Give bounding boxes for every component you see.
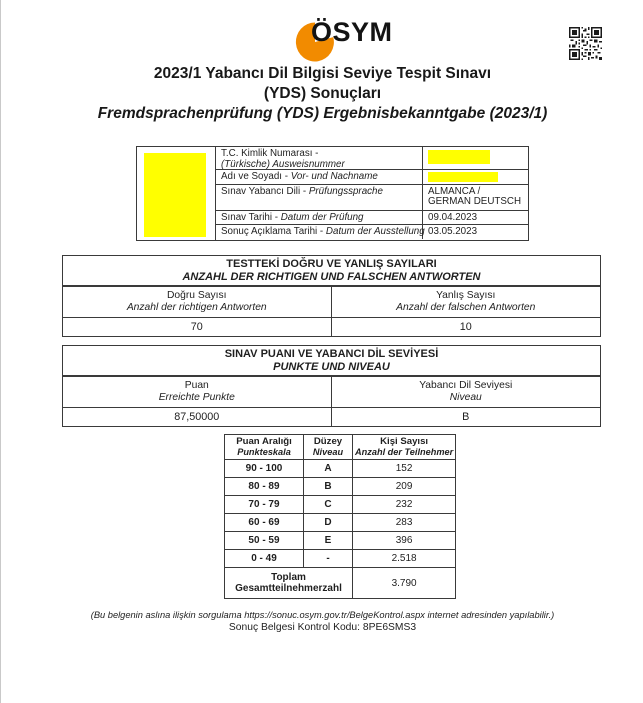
row-sinav-tarihi bbox=[216, 211, 528, 226]
distribution-row: 70 - 79 C 232 bbox=[225, 496, 456, 514]
column-headers bbox=[63, 377, 600, 408]
distribution-total-row bbox=[225, 568, 456, 599]
wrong-count-header: Yanlış Sayısı Anzahl der falschen Antworten bbox=[396, 290, 536, 313]
distribution-row: 90 - 100 A 152 bbox=[225, 460, 456, 478]
distribution-row: 0 - 49 - 2.518 bbox=[225, 550, 456, 568]
row-adi-soyadi bbox=[216, 170, 528, 185]
count-header: Kişi Sayısı Anzahl der Teilnehmer bbox=[353, 435, 456, 460]
total-value: 3.790 bbox=[353, 568, 456, 599]
osym-logo-text: ÖSYM bbox=[311, 17, 393, 47]
distribution-row: 60 - 69 D 283 bbox=[225, 514, 456, 532]
level-value: B bbox=[462, 411, 470, 423]
distribution-header-row bbox=[225, 435, 456, 460]
level-header: Düzey Niveau bbox=[304, 435, 353, 460]
values-row bbox=[63, 408, 600, 426]
row-value bbox=[423, 147, 528, 169]
distribution-row: 50 - 59 E 396 bbox=[225, 532, 456, 550]
title-line-tr-1: 2023/1 Yabancı Dil Bilgisi Seviye Tespit Sınavı bbox=[153, 65, 492, 82]
row-value: 09.04.2023 bbox=[428, 211, 478, 223]
control-code: Sonuç Belgesi Kontrol Kodu: 8PE6SMS3 bbox=[228, 622, 417, 633]
score-level-table bbox=[62, 345, 601, 427]
values-row bbox=[63, 318, 600, 336]
row-label: T.C. Kimlik Numarası - (Türkische) Ausweisnummer bbox=[216, 147, 423, 169]
correct-count-header: Doğru Sayısı Anzahl der richtigen Antworten bbox=[63, 287, 332, 317]
row-tc-kimlik bbox=[216, 147, 528, 170]
personal-rows bbox=[216, 147, 528, 240]
qr-code-icon bbox=[569, 27, 602, 60]
row-label: Sınav Yabancı Dili - Prüfungssprache bbox=[216, 185, 423, 210]
distribution-row: 80 - 89 B 209 bbox=[225, 478, 456, 496]
photo-redaction-box bbox=[144, 153, 206, 237]
row-label: Sonuç Açıklama Tarihi - Datum der Ausstellung bbox=[216, 225, 423, 239]
section-header: TESTTEKİ DOĞRU VE YANLIŞ SAYILARI ANZAHL DER RICHTIGEN UND FALSCHEN ANTWORTEN bbox=[63, 256, 600, 287]
answers-count-table bbox=[62, 255, 601, 337]
row-sonuc-tarihi bbox=[216, 225, 528, 239]
row-value: ALMANCA / GERMAN DEUTSCH bbox=[428, 185, 522, 208]
title-line-tr-2: (YDS) Sonuçları bbox=[263, 85, 382, 102]
row-sinav-dili bbox=[216, 185, 528, 211]
row-value: 03.05.2023 bbox=[428, 226, 478, 237]
section-header: SINAV PUANI VE YABANCI DİL SEVİYESİ PUNKTE UND NIVEAU bbox=[63, 346, 600, 377]
score-header: Puan Erreichte Punkte bbox=[63, 377, 332, 407]
row-label: Sınav Tarihi - Datum der Prüfung bbox=[216, 211, 423, 225]
column-headers bbox=[63, 287, 600, 318]
footer bbox=[1, 609, 643, 634]
value-redaction-box bbox=[428, 150, 490, 164]
osym-logo bbox=[295, 19, 405, 63]
score-value: 87,50000 bbox=[63, 408, 332, 426]
total-label: Toplam Gesamtteilnehmerzahl bbox=[225, 568, 353, 599]
row-label: Adı ve Soyadı - Vor- und Nachname bbox=[216, 170, 423, 184]
correct-count-value: 70 bbox=[63, 318, 332, 336]
document-title bbox=[1, 64, 643, 124]
value-redaction-box bbox=[428, 172, 498, 182]
range-header: Puan Aralığı Punkteskala bbox=[225, 435, 304, 460]
row-value bbox=[423, 170, 528, 184]
participants-distribution-table bbox=[224, 434, 456, 599]
photo-cell bbox=[137, 147, 216, 240]
level-header: Yabancı Dil Seviyesi Niveau bbox=[419, 380, 513, 403]
title-line-de: Fremdsprachenprüfung (YDS) Ergebnisbekanntgabe (2023/1) bbox=[97, 105, 548, 122]
wrong-count-value: 10 bbox=[459, 321, 472, 333]
verification-note: (Bu belgenin aslına ilişkin sorgulama https://sonuc.osym.gov.tr/BelgeKontrol.aspx internet adresinden yapılabilir.) bbox=[90, 610, 555, 620]
personal-info-table bbox=[136, 146, 529, 241]
